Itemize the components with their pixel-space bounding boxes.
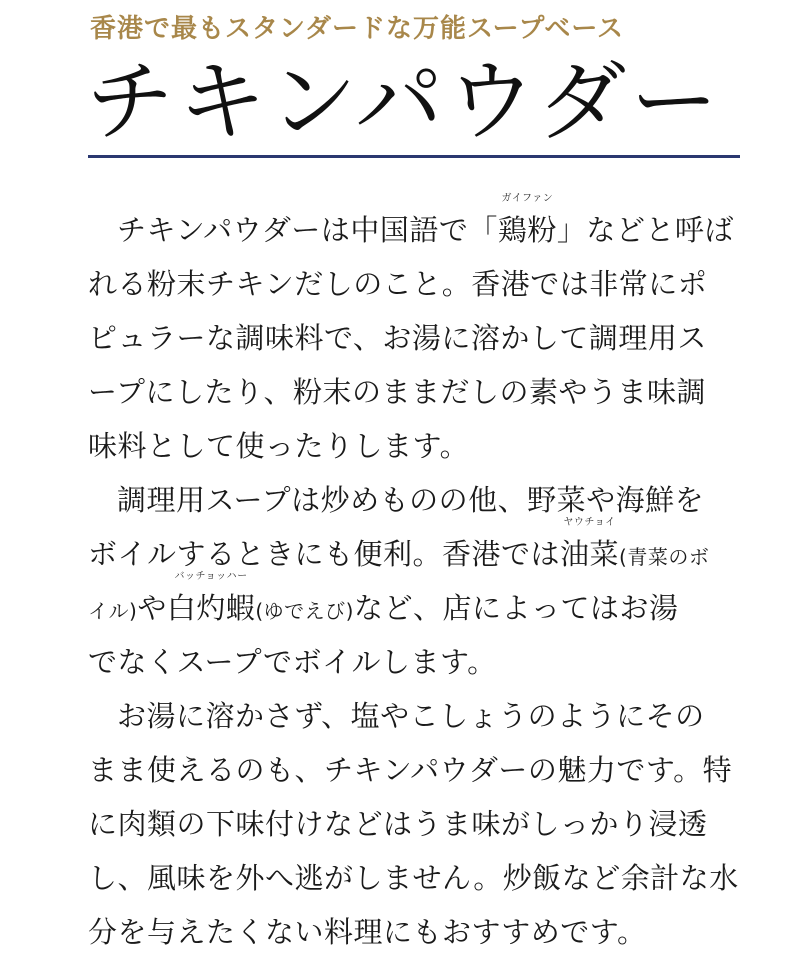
subtitle: 香港で最もスタンダードな万能スープベース [90, 14, 625, 44]
paragraph-3-line-1: お湯に溶かさず、塩やこしょうのようにその [117, 699, 705, 733]
paragraph-3-line-5: 分を与えたくない料理にもおすすめです。 [88, 915, 647, 949]
text-span: チキンパウダーは中国語で「 [117, 213, 498, 247]
paragraph-3-line-2: まま使えるのも、チキンパウダーの魅力です。特 [88, 753, 733, 787]
paragraph-1-line-5: 味料として使ったりします。 [88, 429, 470, 463]
ruby-base: 鶏粉 [497, 213, 557, 247]
text-span: など、店によってはお湯 [353, 591, 679, 625]
ruby-group-yauchoi [560, 517, 620, 577]
ruby-reading: ガイファン [501, 193, 554, 204]
title-divider [88, 155, 740, 158]
paragraph-1-line-2: れる粉末チキンだしのこと。香港では非常にポ [88, 267, 708, 301]
paragraph-2-line-4: でなくスープでボイルします。 [88, 645, 497, 679]
article-body [88, 193, 739, 963]
text-span: や [137, 591, 167, 625]
paragraph-1-line-3: ピュラーな調味料で、お湯に溶かして調理用ス [88, 321, 707, 355]
ruby-reading: ヤウチョイ [563, 517, 616, 528]
paragraph-3-line-4: し、風味を外へ逃がしません。炒飯など余計な水 [88, 861, 739, 895]
paragraph-1-line-1 [88, 193, 734, 261]
ruby-group-bacchohha [166, 571, 256, 631]
page-title: チキンパウダー [86, 50, 723, 153]
paragraph-2-line-1: 調理用スープは炒めものの他、野菜や海鮮を [117, 483, 705, 517]
paragraph-2-line-3 [88, 571, 728, 639]
paragraph-3-line-3: に肉類の下味付けなどはうま味がしっかり浸透 [88, 807, 708, 841]
annotation-text: (青菜のボ [619, 545, 710, 569]
ruby-base: 白灼蝦 [166, 591, 256, 625]
text-span: 」などと呼ば [556, 213, 734, 247]
ruby-base: 油菜 [560, 537, 620, 571]
ruby-group-gaifan [497, 193, 557, 253]
ruby-reading: バッチョッハー [174, 571, 248, 582]
annotation-text: (ゆでえび) [255, 599, 354, 623]
annotation-text: イル) [88, 599, 138, 623]
paragraph-1-line-4: ープにしたり、粉末のままだしの素やうま味調 [88, 375, 707, 409]
text-span: ボイルするときにも便利。香港では [88, 537, 561, 571]
